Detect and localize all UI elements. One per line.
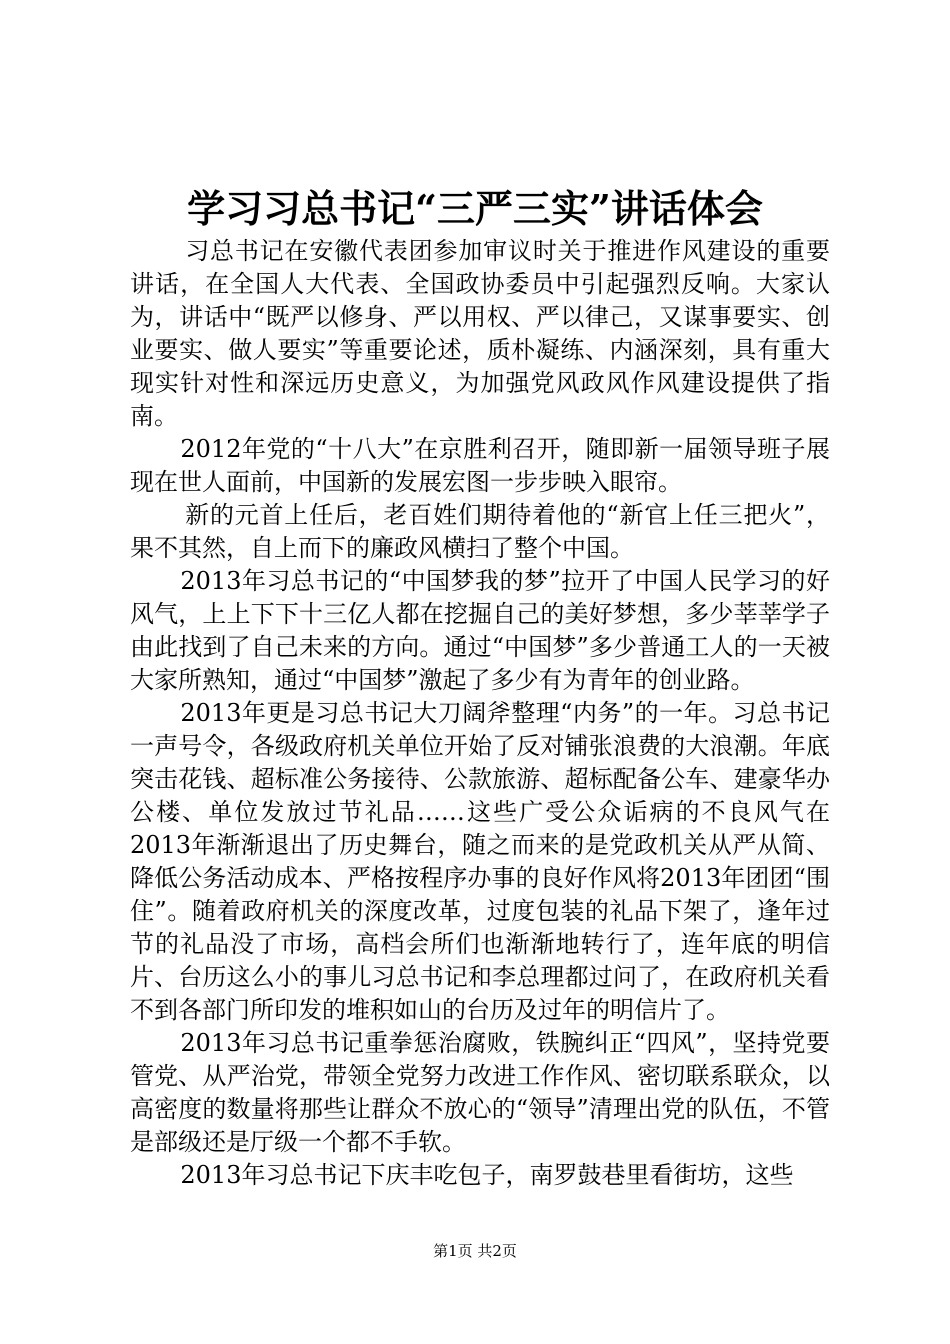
paragraph-6: 2013年习总书记重拳惩治腐败，铁腕纠正“四风”，坚持党要管党、从严治党，带领全党努力改进工作作风、密切联系联众，以高密度的数量将那些让群众不放心的“领导”清理出党的队伍，不管是部级还是厅级一个都不手软。 bbox=[130, 1029, 830, 1156]
paragraph-4: 2013年习总书记的“中国梦我的梦”拉开了中国人民学习的好风气，上上下下十三亿人都在挖掘自己的美好梦想，多少莘莘学子由此找到了自己未来的方向。通过“中国梦”多少普通工人的一天被大家所熟知，通过“中国梦”激起了多少有为青年的创业路。 bbox=[130, 567, 830, 694]
document-title: 学习习总书记“三严三实”讲话体会 bbox=[187, 186, 763, 231]
paragraph-1: 习总书记在安徽代表团参加审议时关于推进作风建设的重要讲话，在全国人大代表、全国政协委员中引起强烈反响。大家认为，讲话中“既严以修身、严以用权、严以律己，又谋事要实、创业要实、做人要实”等重要论述，质朴凝练、内涵深刻，具有重大现实针对性和深远历史意义，为加强党风政风作风建设提供了指南。 bbox=[130, 237, 830, 430]
paragraph-3: 新的元首上任后，老百姓们期待着他的“新官上任三把火”，果不其然，自上而下的廉政风横扫了整个中国。 bbox=[130, 501, 830, 562]
paragraph-7: 2013年习总书记下庆丰吃包子，南罗鼓巷里看街坊，这些 bbox=[180, 1161, 794, 1189]
document-body bbox=[130, 235, 830, 1192]
paragraph-5: 2013年更是习总书记大刀阔斧整理“内务”的一年。习总书记一声号令，各级政府机关单位开始了反对铺张浪费的大浪潮。年底突击花钱、超标准公务接待、公款旅游、超标配备公车、建豪华办公楼、单位发放过节礼品……这些广受公众诟病的不良风气在2013年渐渐退出了历史舞台，随之而来的是党政机关从严从简、降低公务活动成本、严格按程序办事的良好作风将2013年团团“围住”。随着政府机关的深度改革，过度包装的礼品下架了，逢年过节的礼品没了市场，高档会所们也渐渐地转行了，连年底的明信片、台历这么小的事儿习总书记和李总理都过问了，在政府机关看不到各部门所印发的堆积如山的台历及过年的明信片了。 bbox=[130, 699, 830, 1024]
page-number-footer: 第1页 共2页 bbox=[433, 1242, 517, 1260]
paragraph-2: 2012年党的“十八大”在京胜利召开，随即新一届领导班子展现在世人面前，中国新的发展宏图一步步映入眼帘。 bbox=[130, 435, 830, 496]
